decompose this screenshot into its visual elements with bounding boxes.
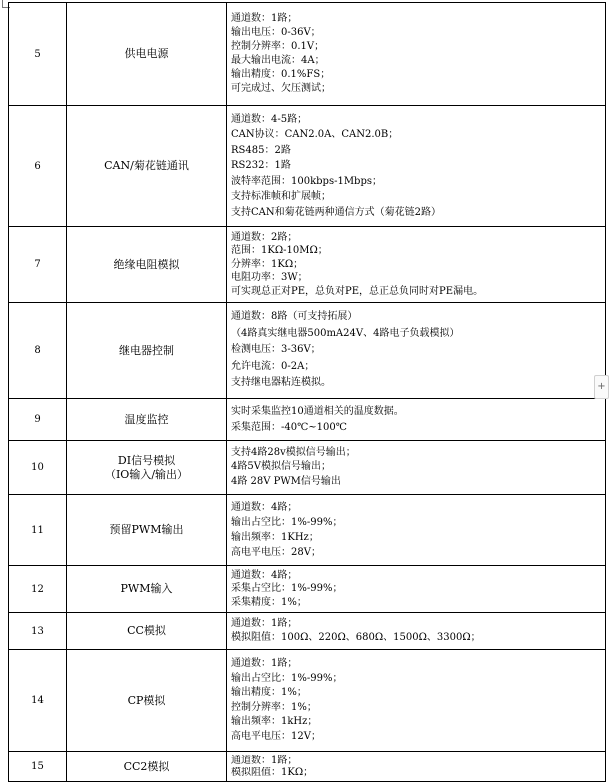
spec-line: 通道数：1路； bbox=[231, 618, 298, 629]
spec-line: 4路 28V PWM信号输出 bbox=[231, 475, 341, 487]
table-row bbox=[9, 613, 606, 650]
function-name: PWM输入 bbox=[67, 566, 227, 613]
spec-line: 控制分辨率：1%； bbox=[231, 701, 317, 713]
function-name: CP模拟 bbox=[67, 650, 227, 752]
function-name: 预留PWM输出 bbox=[67, 495, 227, 566]
row-number: 13 bbox=[9, 613, 67, 650]
spec-description bbox=[227, 441, 606, 495]
table-row bbox=[9, 399, 606, 441]
spec-line: 允许电流：0-2A； bbox=[231, 360, 315, 372]
table-row bbox=[9, 106, 606, 227]
spec-line: 通道数：1路； bbox=[231, 658, 298, 669]
spec-line: 模拟阻值：1KΩ； bbox=[231, 766, 314, 778]
spec-line: 分辨率：1KΩ； bbox=[231, 258, 304, 270]
spec-line: 高电平电压：28V； bbox=[231, 547, 321, 558]
spec-line: 通道数：8路（可支持拓展） bbox=[231, 311, 358, 323]
spec-line: 输出精度：1%； bbox=[231, 687, 307, 698]
table-row bbox=[9, 3, 606, 106]
spec-description bbox=[227, 399, 606, 441]
table-row bbox=[9, 303, 606, 399]
row-number: 6 bbox=[9, 106, 67, 227]
table-row bbox=[9, 650, 606, 752]
spec-line: 电阻功率：3W； bbox=[231, 272, 308, 284]
spec-line: 采集范围：-40℃~100℃ bbox=[231, 421, 347, 433]
spec-line: 支持4路28v模拟信号输出； bbox=[231, 446, 356, 458]
spec-line: 采集占空比：1%-99%； bbox=[231, 583, 343, 595]
spec-line: 波特率范围：100kbps-1Mbps； bbox=[231, 175, 382, 187]
row-number: 14 bbox=[9, 650, 67, 752]
spec-line: 高电平电压：12V； bbox=[231, 730, 321, 742]
spec-line: 范围：1KΩ-10MΩ； bbox=[231, 245, 328, 257]
row-number: 9 bbox=[9, 399, 67, 441]
spec-line: 通道数：4路； bbox=[231, 502, 298, 513]
row-number: 10 bbox=[9, 441, 67, 495]
function-name: CC2模拟 bbox=[67, 752, 227, 782]
table-row bbox=[9, 441, 606, 495]
function-name: 供电电源 bbox=[67, 3, 227, 106]
spec-line: 输出占空比：1%-99%； bbox=[231, 672, 343, 684]
row-number: 7 bbox=[9, 227, 67, 303]
row-number: 11 bbox=[9, 495, 67, 566]
spec-description bbox=[227, 752, 606, 782]
function-name: 继电器控制 bbox=[67, 303, 227, 399]
spec-line: 采集精度：1%； bbox=[231, 596, 307, 608]
spec-description bbox=[227, 650, 606, 752]
spec-line: 输出占空比：1%-99%； bbox=[231, 517, 343, 528]
function-name: 温度监控 bbox=[67, 399, 227, 441]
spec-line: 输出精度：0.1%FS； bbox=[231, 69, 331, 80]
spec-description bbox=[227, 106, 606, 227]
spec-line: 通道数：4-5路； bbox=[231, 113, 308, 125]
spec-line: 输出频率：1KHz； bbox=[231, 532, 319, 543]
spec-line: RS232：1路 bbox=[231, 160, 291, 172]
spec-line: 控制分辨率：0.1V； bbox=[231, 41, 325, 52]
spec-line: 通道数：1路； bbox=[231, 754, 298, 766]
spec-line: 通道数：2路； bbox=[231, 231, 298, 243]
row-number: 8 bbox=[9, 303, 67, 399]
function-name: 绝缘电阻模拟 bbox=[67, 227, 227, 303]
table-row bbox=[9, 227, 606, 303]
row-number: 15 bbox=[9, 752, 67, 782]
table-row bbox=[9, 752, 606, 782]
spec-line: 模拟阻值：100Ω、220Ω、680Ω、1500Ω、3300Ω； bbox=[231, 632, 481, 643]
add-row-button[interactable]: + bbox=[594, 375, 609, 399]
spec-line: 支持继电器粘连模拟。 bbox=[231, 377, 331, 389]
spec-line: CAN协议：CAN2.0A、CAN2.0B； bbox=[231, 129, 399, 141]
row-number: 12 bbox=[9, 566, 67, 613]
spec-line: 输出电压：0-36V； bbox=[231, 27, 321, 38]
spec-table bbox=[8, 2, 606, 782]
spec-line: 通道数：1路； bbox=[231, 13, 298, 24]
spec-line: 最大输出电流：4A； bbox=[231, 55, 325, 66]
spec-line: 输出频率：1kHz； bbox=[231, 716, 318, 727]
spec-line: 可实现总正对PE，总负对PE，总正总负同时对PE漏电。 bbox=[231, 285, 484, 297]
spec-description bbox=[227, 3, 606, 106]
spec-description bbox=[227, 566, 606, 613]
table-row bbox=[9, 566, 606, 613]
function-name: CC模拟 bbox=[67, 613, 227, 650]
spec-line: 支持CAN和菊花链两种通信方式（菊花链2路） bbox=[231, 206, 441, 218]
spec-line: 支持标准帧和扩展帧； bbox=[231, 191, 331, 203]
spec-line: 可完成过、欠压测试； bbox=[231, 83, 331, 94]
spec-description bbox=[227, 303, 606, 399]
row-number: 5 bbox=[9, 3, 67, 106]
function-name: CAN/菊花链通讯 bbox=[67, 106, 227, 227]
function-name: DI信号模拟 （IO输入/输出） bbox=[67, 441, 227, 495]
spec-line: （4路真实继电器500mA24V、4路电子负载模拟） bbox=[231, 327, 460, 339]
spec-description bbox=[227, 613, 606, 650]
spec-line: 通道数：4路； bbox=[231, 569, 298, 581]
spec-line: 4路5V模拟信号输出； bbox=[231, 461, 331, 473]
spec-description bbox=[227, 227, 606, 303]
table-row bbox=[9, 495, 606, 566]
spec-description bbox=[227, 495, 606, 566]
spec-line: 检测电压：3-36V； bbox=[231, 344, 321, 356]
spec-line: 实时采集监控10通道相关的温度数据。 bbox=[231, 405, 404, 417]
spec-line: RS485：2路 bbox=[231, 144, 291, 156]
